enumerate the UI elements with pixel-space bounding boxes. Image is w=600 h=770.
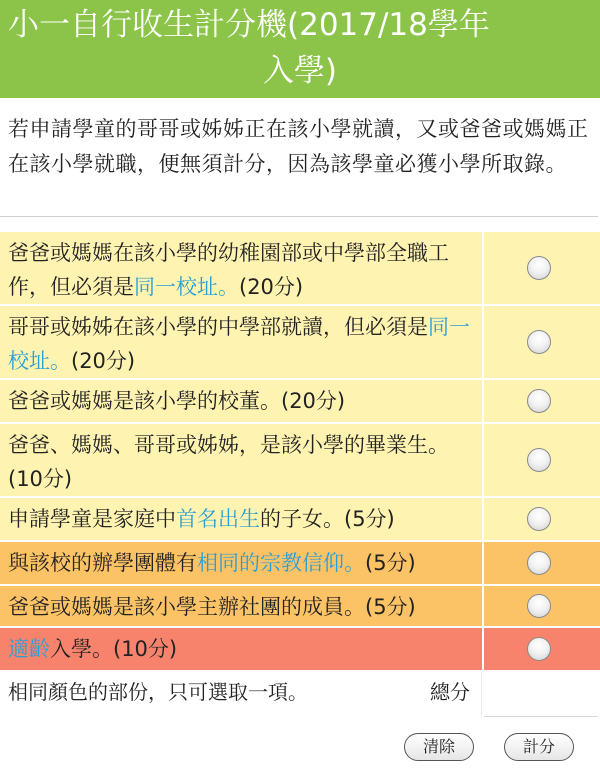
app-title-line-2: 入學) bbox=[262, 53, 338, 89]
highlight-link[interactable]: 相同的宗教信仰。 bbox=[197, 551, 365, 575]
criterion-radio-8[interactable] bbox=[527, 637, 551, 661]
total-label: 總分 bbox=[430, 680, 470, 704]
criterion-label: 哥哥或姊姊在該小學的中學部就讀，但必須是同一校址。(20分) bbox=[0, 306, 482, 378]
criterion-row-4[interactable] bbox=[0, 424, 600, 496]
criterion-row-2[interactable] bbox=[0, 306, 600, 378]
total-separator bbox=[481, 672, 482, 716]
calculate-button[interactable]: 計分 bbox=[504, 733, 574, 761]
criterion-radio-7[interactable] bbox=[527, 594, 551, 618]
criterion-radio-4[interactable] bbox=[527, 448, 551, 472]
app-title-line-1: 小一自行收生計分機(2017/18學年 bbox=[8, 7, 490, 43]
total-score-field bbox=[484, 716, 598, 717]
highlight-link[interactable]: 適齡 bbox=[8, 637, 50, 661]
criterion-radio-2[interactable] bbox=[527, 330, 551, 354]
highlight-link[interactable]: 同一校址。 bbox=[134, 275, 239, 299]
criterion-radio-6[interactable] bbox=[527, 551, 551, 575]
app-header bbox=[0, 0, 600, 98]
divider bbox=[0, 216, 598, 217]
intro-text: 若申請學童的哥哥或姊姊正在該小學就讀，又或爸爸或媽媽正在該小學就職，便無須計分，因為該學童必獲小學所取錄。 bbox=[8, 117, 589, 176]
criterion-radio-5[interactable] bbox=[527, 507, 551, 531]
criterion-row-6[interactable] bbox=[0, 542, 600, 584]
criterion-row-1[interactable] bbox=[0, 232, 600, 304]
criterion-label: 與該校的辦學團體有相同的宗教信仰。(5分) bbox=[0, 542, 482, 584]
criterion-radio-3[interactable] bbox=[527, 389, 551, 413]
criterion-label: 適齡入學。(10分) bbox=[0, 628, 482, 670]
criterion-radio-1[interactable] bbox=[527, 256, 551, 280]
highlight-link[interactable]: 同一校址。 bbox=[8, 315, 470, 373]
criterion-row-3[interactable] bbox=[0, 380, 600, 422]
criterion-label: 爸爸、媽媽、哥哥或姊姊，是該小學的畢業生。(10分) bbox=[0, 424, 482, 496]
criterion-label: 爸爸或媽媽是該小學的校董。(20分) bbox=[0, 380, 482, 422]
footer-note: 相同顏色的部份，只可選取一項。 bbox=[8, 680, 308, 704]
criterion-label: 爸爸或媽媽是該小學主辦社團的成員。(5分) bbox=[0, 586, 482, 626]
criterion-label: 申請學童是家庭中首名出生的子女。(5分) bbox=[0, 498, 482, 540]
criterion-row-8[interactable] bbox=[0, 628, 600, 670]
criterion-row-5[interactable] bbox=[0, 498, 600, 540]
criterion-label: 爸爸或媽媽在該小學的幼稚園部或中學部全職工作，但必須是同一校址。(20分) bbox=[0, 232, 482, 304]
criterion-row-7[interactable] bbox=[0, 586, 600, 626]
highlight-link[interactable]: 首名出生 bbox=[176, 507, 260, 531]
clear-button[interactable]: 清除 bbox=[404, 733, 474, 761]
